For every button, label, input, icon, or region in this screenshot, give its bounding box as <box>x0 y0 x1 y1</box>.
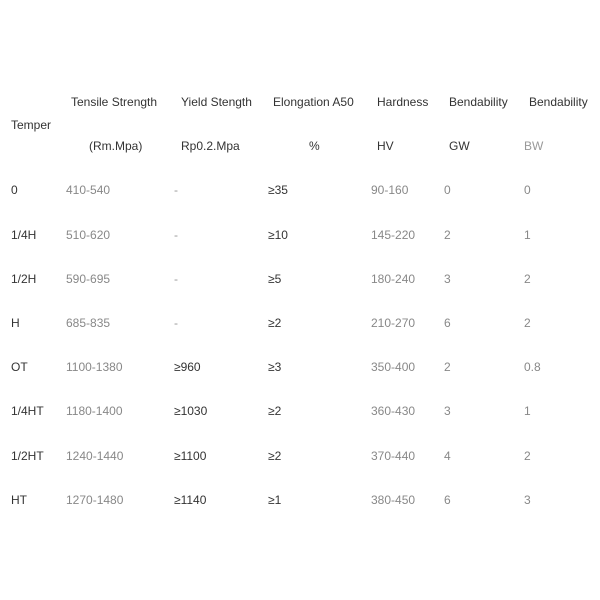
cell-temper: OT <box>11 360 28 374</box>
cell-bendability-bw: 1 <box>524 228 531 242</box>
cell-yield: ≥1100 <box>174 449 207 463</box>
cell-bendability-gw: 3 <box>444 272 451 286</box>
cell-bendability-bw: 0.8 <box>524 360 541 374</box>
header-tensile: Tensile Strength <box>71 95 158 109</box>
cell-elongation: ≥2 <box>268 449 282 463</box>
cell-temper: H <box>11 316 20 330</box>
header-bendability-bw: Bendability <box>529 95 588 109</box>
cell-tensile: 1270-1480 <box>66 493 124 507</box>
cell-bendability-bw: 2 <box>524 316 531 330</box>
cell-yield: - <box>174 316 178 330</box>
cell-bendability-gw: 3 <box>444 404 451 418</box>
cell-bendability-gw: 2 <box>444 228 451 242</box>
cell-yield: - <box>174 272 178 286</box>
cell-elongation: ≥2 <box>268 404 282 418</box>
header-temper: Temper <box>11 118 52 132</box>
cell-yield: ≥960 <box>174 360 201 374</box>
cell-hardness: 350-400 <box>371 360 416 374</box>
header-bendability-bw-unit: BW <box>524 139 544 153</box>
cell-bendability-bw: 0 <box>524 183 531 197</box>
cell-elongation: ≥2 <box>268 316 282 330</box>
cell-hardness: 380-450 <box>371 493 416 507</box>
cell-bendability-gw: 0 <box>444 183 451 197</box>
header-hardness: Hardness <box>377 95 429 109</box>
header-yield-unit: Rp0.2.Mpa <box>181 139 240 153</box>
cell-temper: 1/4HT <box>11 404 44 418</box>
cell-elongation: ≥10 <box>268 228 288 242</box>
cell-bendability-bw: 2 <box>524 449 531 463</box>
cell-bendability-bw: 3 <box>524 493 531 507</box>
cell-temper: 0 <box>11 183 18 197</box>
cell-elongation: ≥5 <box>268 272 282 286</box>
cell-temper: 1/4H <box>11 228 37 242</box>
header-hardness-unit: HV <box>377 139 394 153</box>
cell-bendability-gw: 4 <box>444 449 451 463</box>
cell-tensile: 1100-1380 <box>66 360 123 374</box>
cell-tensile: 1240-1440 <box>66 449 124 463</box>
cell-tensile: 685-835 <box>66 316 111 330</box>
cell-hardness: 370-440 <box>371 449 416 463</box>
cell-bendability-bw: 2 <box>524 272 531 286</box>
cell-hardness: 210-270 <box>371 316 416 330</box>
header-bendability-gw: Bendability <box>449 95 508 109</box>
cell-bendability-gw: 2 <box>444 360 451 374</box>
cell-yield: ≥1030 <box>174 404 208 418</box>
cell-bendability-gw: 6 <box>444 316 451 330</box>
cell-yield: - <box>174 228 178 242</box>
cell-temper: HT <box>11 493 27 507</box>
cell-elongation: ≥35 <box>268 183 288 197</box>
cell-tensile: 1180-1400 <box>66 404 123 418</box>
cell-tensile: 510-620 <box>66 228 111 242</box>
cell-yield: ≥1140 <box>174 493 207 507</box>
cell-tensile: 590-695 <box>66 272 111 286</box>
cell-tensile: 410-540 <box>66 183 111 197</box>
cell-yield: - <box>174 183 178 197</box>
cell-hardness: 360-430 <box>371 404 416 418</box>
header-bendability-gw-unit: GW <box>449 139 470 153</box>
cell-hardness: 180-240 <box>371 272 416 286</box>
cell-bendability-gw: 6 <box>444 493 451 507</box>
header-elongation: Elongation A50 <box>273 95 354 109</box>
cell-hardness: 145-220 <box>371 228 416 242</box>
cell-bendability-bw: 1 <box>524 404 531 418</box>
cell-elongation: ≥3 <box>268 360 282 374</box>
header-yield: Yield Stength <box>181 95 252 109</box>
cell-temper: 1/2HT <box>11 449 44 463</box>
cell-elongation: ≥1 <box>268 493 282 507</box>
cell-hardness: 90-160 <box>371 183 409 197</box>
header-elongation-unit: % <box>309 139 320 153</box>
header-tensile-unit: (Rm.Mpa) <box>89 139 143 153</box>
cell-temper: 1/2H <box>11 272 37 286</box>
